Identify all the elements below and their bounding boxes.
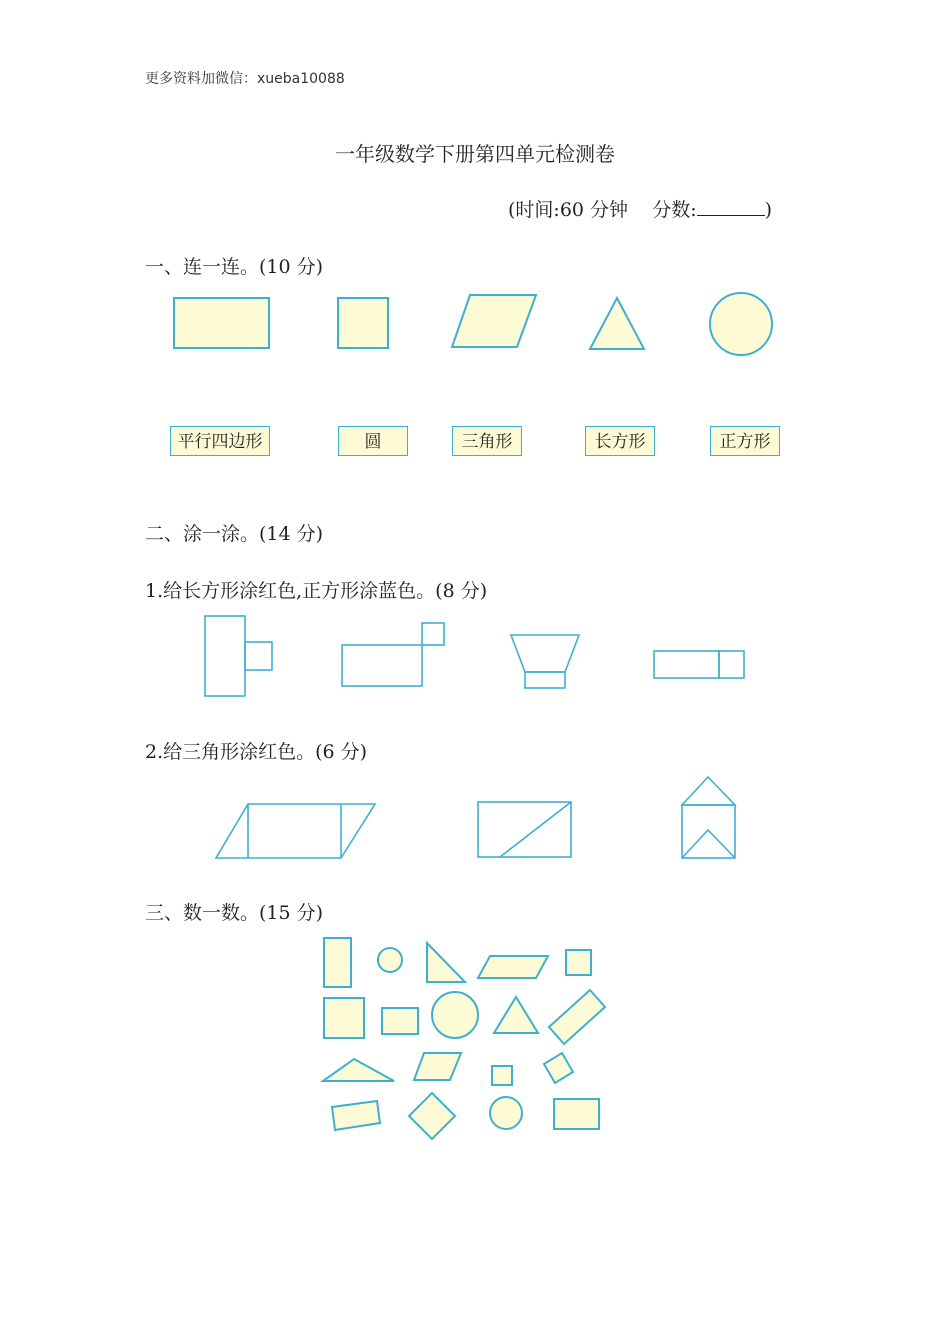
count-rectangle — [382, 1008, 418, 1034]
count-rectangle — [554, 1099, 599, 1129]
label-triangle[interactable]: 三角形 — [452, 426, 522, 456]
q2-figure-1[interactable] — [216, 804, 375, 858]
count-triangle — [323, 1059, 394, 1081]
section1-heading: 一、连一连。(10 分) — [145, 256, 324, 278]
page-title: 一年级数学下册第四单元检测卷 — [335, 142, 615, 166]
count-triangle — [494, 997, 538, 1033]
q1-figure-4[interactable] — [654, 651, 744, 678]
count-circle — [378, 948, 402, 972]
q1-figure-3[interactable] — [511, 635, 579, 688]
s1-square-shape — [338, 298, 388, 348]
meta-close: ) — [764, 199, 773, 221]
section3-heading: 三、数一数。(15 分) — [145, 902, 324, 924]
count-circle — [490, 1097, 522, 1129]
count-square-rotated — [544, 1053, 573, 1083]
q1-text: 1.给长方形涂红色,正方形涂蓝色。(8 分) — [145, 580, 488, 602]
count-square-rotated — [409, 1093, 455, 1139]
count-square — [492, 1066, 512, 1085]
count-triangle — [427, 943, 465, 982]
s1-parallelogram-shape — [452, 295, 536, 347]
q1-figure-1[interactable] — [205, 616, 272, 696]
time-label: (时间:60 分钟 — [508, 199, 629, 221]
count-parallelogram — [414, 1053, 461, 1080]
count-parallelogram — [478, 956, 548, 978]
label-rectangle[interactable]: 长方形 — [585, 426, 655, 456]
count-rectangle-rotated — [332, 1101, 380, 1130]
count-square — [324, 998, 364, 1038]
count-rectangle-rotated — [549, 990, 605, 1044]
q2-figure-2[interactable] — [478, 802, 571, 857]
count-rectangle — [324, 938, 351, 987]
label-circle[interactable]: 圆 — [338, 426, 408, 456]
s1-circle-shape — [710, 293, 772, 355]
label-square[interactable]: 正方形 — [710, 426, 780, 456]
q2-figure-3[interactable] — [682, 777, 735, 858]
section2-heading: 二、涂一涂。(14 分) — [145, 523, 324, 545]
count-square — [566, 950, 591, 975]
label-parallelogram[interactable]: 平行四边形 — [170, 426, 270, 456]
score-label: 分数: — [652, 199, 697, 221]
s1-triangle-shape — [590, 298, 644, 349]
watermark: 更多资料加微信：xueba10088 — [145, 71, 345, 87]
s1-rectangle-shape — [174, 298, 269, 348]
q2-text: 2.给三角形涂红色。(6 分) — [145, 741, 368, 763]
count-circle — [432, 992, 478, 1038]
q1-figure-2[interactable] — [342, 623, 444, 686]
